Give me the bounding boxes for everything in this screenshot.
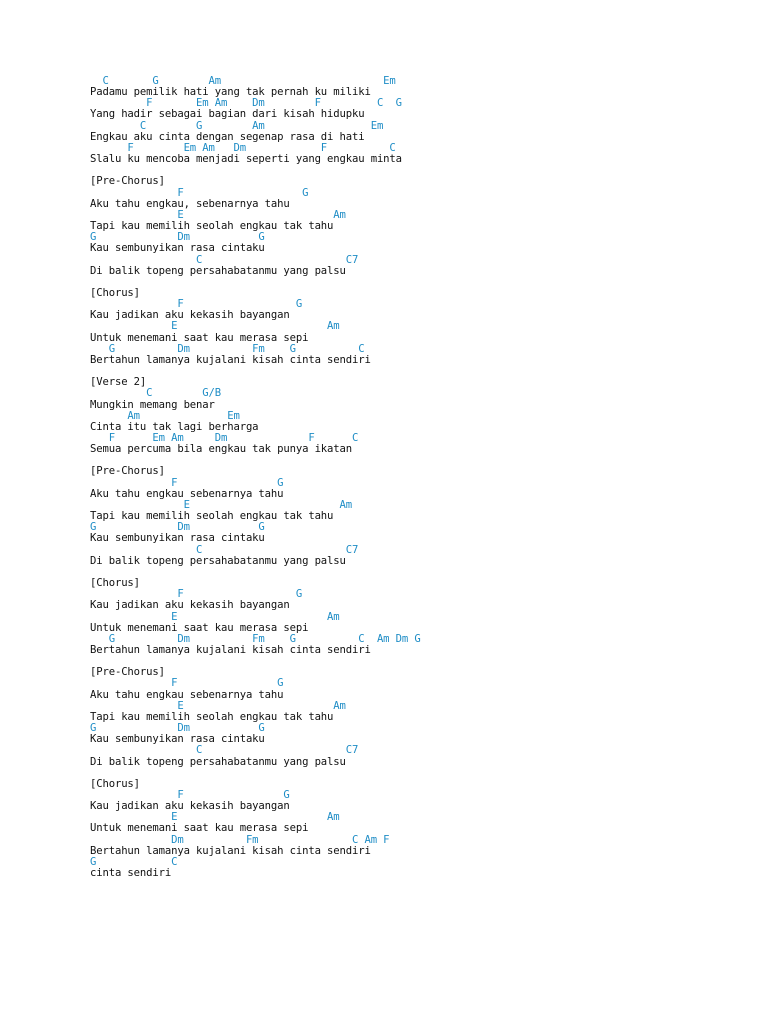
chord-line: Dm Fm C Am F: [90, 833, 390, 846]
lyric-line: Di balik topeng persahabatanmu yang palsu: [90, 264, 346, 277]
lyric-line: Slalu ku mencoba menjadi seperti yang engkau minta: [90, 153, 402, 166]
section-heading: [Chorus]: [90, 777, 140, 790]
chord-line: F G: [90, 186, 309, 199]
chord-line: E Am: [90, 610, 340, 623]
chord-line: C C7: [90, 543, 359, 556]
lyric-line: Kau sembunyikan rasa cintaku: [90, 242, 265, 255]
lyric-line: Tapi kau memilih seolah engkau tak tahu: [90, 220, 334, 233]
chord-line: C C7: [90, 744, 359, 757]
chord-line: E Am: [90, 498, 352, 511]
lyric-line: Di balik topeng persahabatanmu yang palsu: [90, 554, 346, 567]
section-heading: [Pre-Chorus]: [90, 465, 165, 478]
chord-line: G Dm G: [90, 722, 265, 735]
chord-line: E Am: [90, 320, 340, 333]
lyric-line: Bertahun lamanya kujalani kisah cinta sendiri: [90, 844, 371, 857]
lyric-line: Mungkin memang benar: [90, 398, 215, 411]
chord-line: G Dm G: [90, 521, 265, 534]
lyric-line: Kau sembunyikan rasa cintaku: [90, 532, 265, 545]
chord-line: E Am: [90, 208, 346, 221]
chord-line: G C: [90, 855, 178, 868]
lyric-line: Bertahun lamanya kujalani kisah cinta sendiri: [90, 643, 371, 656]
lyric-line: Yang hadir sebagai bagian dari kisah hidupku: [90, 108, 365, 121]
chord-line: F G: [90, 677, 284, 690]
chord-line: F G: [90, 588, 303, 601]
lyric-line: Bertahun lamanya kujalani kisah cinta sendiri: [90, 353, 371, 366]
lyric-line: Engkau aku cinta dengan segenap rasa di hati: [90, 130, 365, 143]
lyric-line: Untuk menemani saat kau merasa sepi: [90, 331, 309, 344]
chord-line: Am Em: [90, 409, 240, 422]
blank-line: [90, 567, 768, 578]
section-heading: [Pre-Chorus]: [90, 666, 165, 679]
lyric-line: Aku tahu engkau sebenarnya tahu: [90, 688, 284, 701]
section-heading: [Chorus]: [90, 577, 140, 590]
lyric-line: Aku tahu engkau, sebenarnya tahu: [90, 197, 290, 210]
chord-line: E Am: [90, 699, 346, 712]
chord-line: C C7: [90, 253, 359, 266]
lyric-line: Kau jadikan aku kekasih bayangan: [90, 309, 290, 322]
lyric-line: Kau sembunyikan rasa cintaku: [90, 733, 265, 746]
lyric-line: Tapi kau memilih seolah engkau tak tahu: [90, 510, 334, 523]
chord-line: E Am: [90, 811, 340, 824]
section-heading: [Pre-Chorus]: [90, 175, 165, 188]
chord-line: F Em Am Dm F C G: [90, 97, 402, 110]
blank-line: [90, 165, 768, 176]
lyric-line: Semua percuma bila engkau tak punya ikatan: [90, 443, 352, 456]
chord-line: G Dm Fm G C Am Dm G: [90, 632, 421, 645]
lyric-line: Tapi kau memilih seolah engkau tak tahu: [90, 710, 334, 723]
lyric-line: Untuk menemani saat kau merasa sepi: [90, 822, 309, 835]
section-heading: [Verse 2]: [90, 376, 147, 389]
lyric-line: cinta sendiri: [90, 867, 172, 880]
blank-line: [90, 455, 768, 466]
chord-line: F G: [90, 476, 284, 489]
chord-line: C G/B: [90, 387, 221, 400]
chord-line: F G: [90, 789, 290, 801]
chord-line: C G Am Em: [90, 119, 384, 132]
lyric-line: Di balik topeng persahabatanmu yang palsu: [90, 755, 346, 768]
section-heading: [Chorus]: [90, 286, 140, 299]
lyric-line: Cinta itu tak lagi berharga: [90, 420, 259, 433]
blank-line: [90, 277, 768, 288]
chord-line: F Em Am Dm F C: [90, 141, 396, 154]
lyric-line: Kau jadikan aku kekasih bayangan: [90, 599, 290, 612]
blank-line: [90, 768, 768, 779]
chord-line: F Em Am Dm F C: [90, 432, 359, 444]
lyric-line: Kau jadikan aku kekasih bayangan: [90, 800, 290, 813]
lyric-line: Untuk menemani saat kau merasa sepi: [90, 621, 309, 634]
lyric-line: Padamu pemilik hati yang tak pernah ku miliki: [90, 86, 371, 99]
chord-line: C G Am Em: [90, 75, 396, 87]
blank-line: [90, 366, 768, 377]
lyric-line: Aku tahu engkau sebenarnya tahu: [90, 487, 284, 500]
chord-line: F G: [90, 298, 303, 311]
blank-line: [90, 656, 768, 667]
chord-line: G Dm Fm G C: [90, 342, 365, 355]
chord-line: G Dm G: [90, 231, 265, 244]
